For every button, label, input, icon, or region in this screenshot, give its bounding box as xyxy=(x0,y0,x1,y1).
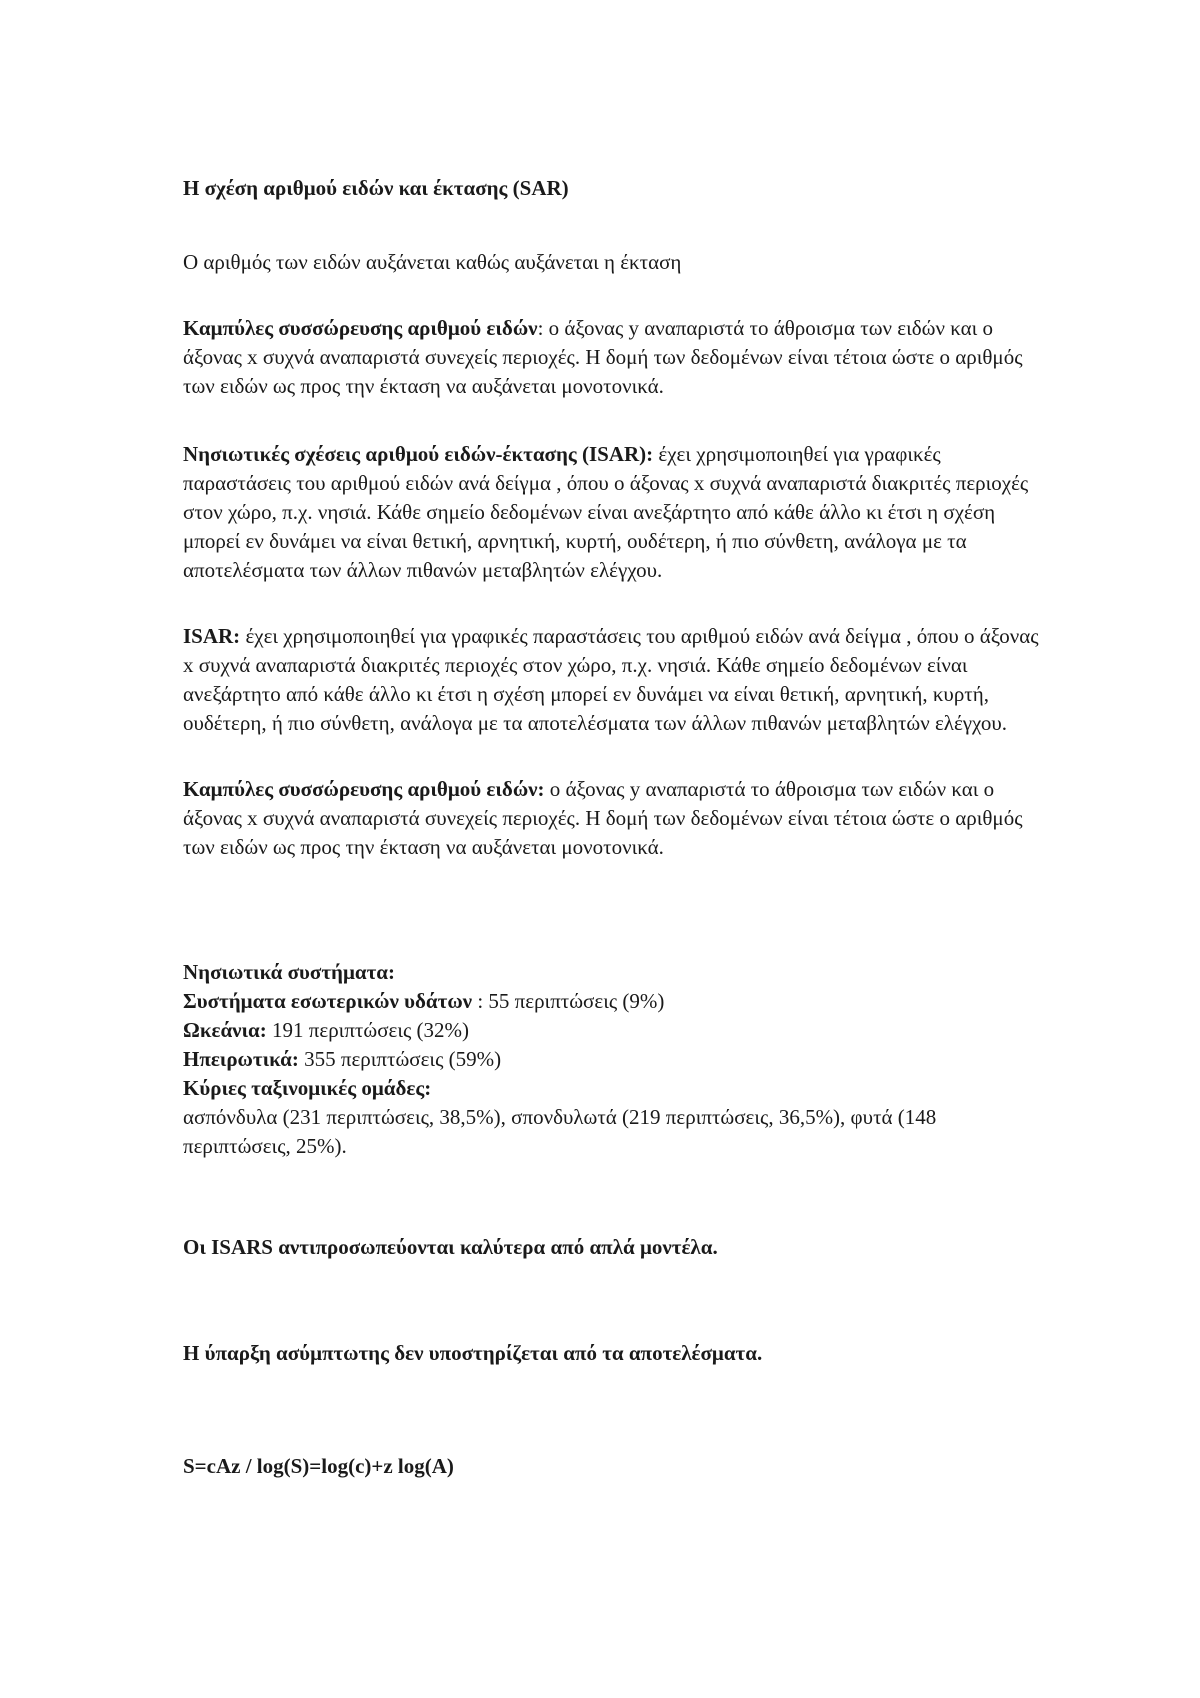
intro-paragraph: Ο αριθμός των ειδών αυξάνεται καθώς αυξάνεται η έκταση xyxy=(183,250,682,274)
cumulative-curves-paragraph-repeat xyxy=(183,775,1043,862)
cumulative-curves-text: : ο άξονας y αναπαριστά το άθροισμα των ειδών και ο άξονας x συχνά αναπαριστά συνεχείς περιοχές. Η δομή των δεδομένων είναι τέτοια ώστε ο αριθμός των ειδών ως προς την έκταση να αυξάνεται μονοτονικά. xyxy=(183,316,1023,398)
cumulative-curves-term-repeat: Καμπύλες συσσώρευσης αριθμού ειδών: xyxy=(183,777,545,801)
continental-value: 355 περιπτώσεις (59%) xyxy=(298,1047,502,1071)
cumulative-curves-term: Καμπύλες συσσώρευσης αριθμού ειδών xyxy=(183,316,538,340)
taxa-heading: Κύριες ταξινομικές ομάδες: xyxy=(183,1076,432,1100)
isar-full-paragraph xyxy=(183,440,1043,585)
inland-waters-label: Συστήματα εσωτερικών υδάτων xyxy=(183,989,473,1013)
conclusion-asymptote: Η ύπαρξη ασύμπτωτης δεν υποστηρίζεται από τα αποτελέσματα. xyxy=(183,1341,763,1365)
isar-term: ISAR: xyxy=(183,624,241,648)
isar-full-term: Νησιωτικές σχέσεις αριθμού ειδών-έκτασης (ISAR): xyxy=(183,442,654,466)
inland-waters-value: : 55 περιπτώσεις (9%) xyxy=(472,989,665,1013)
taxa-text: ασπόνδυλα (231 περιπτώσεις, 38,5%), σπονδυλωτά (219 περιπτώσεις, 36,5%), φυτά (148 περιπτώσεις, 25%). xyxy=(183,1105,937,1158)
formula: S=cAz / log(S)=log(c)+z log(A) xyxy=(183,1454,454,1478)
isar-text: έχει χρησιμοποιηθεί για γραφικές παραστάσεις του αριθμού ειδών ανά δείγμα , όπου ο άξονας x συχνά αναπαριστά διακριτές περιοχές στον χώρο, π.χ. νησιά. Κάθε σημείο δεδομένων είναι ανεξάρτητο από κάθε άλλο κι έτσι η σχέση μπορεί εν δυνάμει να είναι θετική, αρνητική, κυρτή, ουδέτερη, ή πιο σύνθετη, ανάλογα με τα αποτελέσματα των άλλων πιθανών μεταβλητών ελέγχου. xyxy=(183,624,1039,735)
inland-waters-line xyxy=(183,987,1043,1016)
continental-line xyxy=(183,1045,1043,1074)
cumulative-curves-paragraph xyxy=(183,314,1043,401)
document-title: Η σχέση αριθμού ειδών και έκτασης (SAR) xyxy=(183,176,569,200)
oceanic-value: 191 περιπτώσεις (32%) xyxy=(266,1018,470,1042)
oceanic-label: Ωκεάνια: xyxy=(183,1018,267,1042)
isar-paragraph xyxy=(183,622,1043,738)
oceanic-line xyxy=(183,1016,1043,1045)
isar-full-text: έχει χρησιμοποιηθεί για γραφικές παραστάσεις του αριθμού ειδών ανά δείγμα , όπου ο άξονας x συχνά αναπαριστά διακριτές περιοχές στον χώρο, π.χ. νησιά. Κάθε σημείο δεδομένων είναι ανεξάρτητο από κάθε άλλο κι έτσι η σχέση μπορεί εν δυνάμει να είναι θετική, αρνητική, κυρτή, ουδέτερη, ή πιο σύνθετη, ανάλογα με τα αποτελέσματα των άλλων πιθανών μεταβλητών ελέγχου. xyxy=(183,442,1029,582)
conclusion-simple-models: Οι ISARS αντιπροσωπεύονται καλύτερα από απλά μοντέλα. xyxy=(183,1235,718,1259)
island-systems-block xyxy=(183,958,1043,1161)
island-systems-heading: Νησιωτικά συστήματα: xyxy=(183,960,395,984)
cumulative-curves-text-repeat: ο άξονας y αναπαριστά το άθροισμα των ειδών και ο άξονας x συχνά αναπαριστά συνεχείς περιοχές. Η δομή των δεδομένων είναι τέτοια ώστε ο αριθμός των ειδών ως προς την έκταση να αυξάνεται μονοτονικά. xyxy=(183,777,1023,859)
continental-label: Ηπειρωτικά: xyxy=(183,1047,299,1071)
document-body xyxy=(183,174,1043,1481)
